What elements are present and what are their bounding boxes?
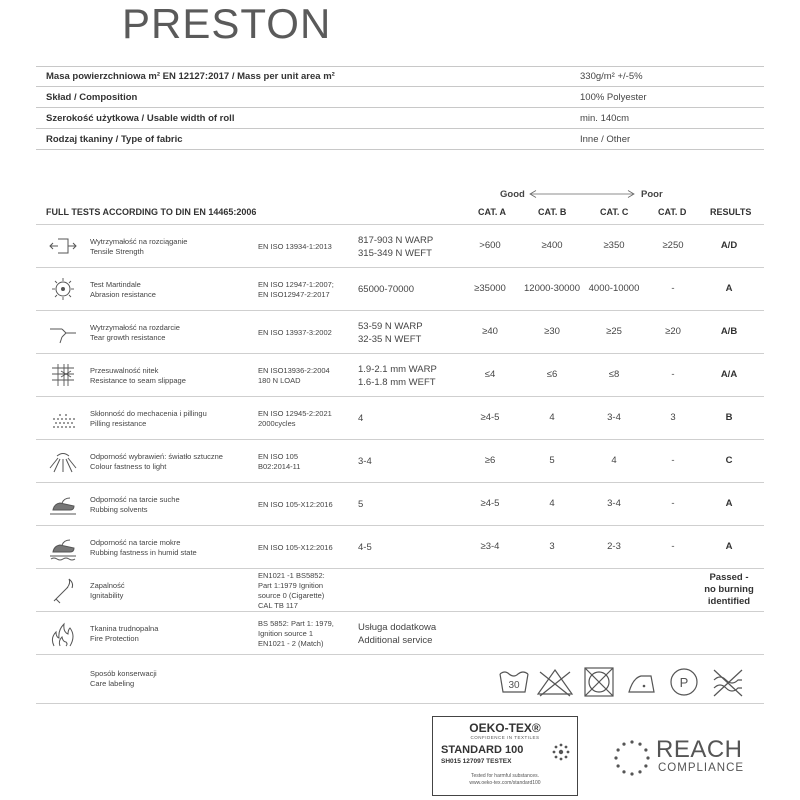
- test-cat-c: 3-4: [607, 412, 621, 423]
- test-result: no burning: [704, 584, 754, 595]
- test-cat-a: ≤4: [484, 369, 496, 380]
- test-result: C: [725, 455, 733, 466]
- test-value: 1.6-1.8 mm WEFT: [358, 377, 436, 388]
- test-name-en: Fire Protection: [90, 634, 139, 643]
- test-cat-a: ≥4-5: [480, 498, 500, 509]
- test-standard: BS 5852: Part 1: 1979,: [258, 619, 334, 628]
- test-cat-d: -: [671, 498, 675, 509]
- seam-slippage-icon: [48, 362, 78, 390]
- test-name-en: Pilling resistance: [90, 419, 147, 428]
- test-standard: EN ISO 105-X12:2016: [258, 500, 333, 509]
- spec-label: Masa powierzchniowa m² EN 12127:2017 / Mass per unit area m²: [46, 71, 335, 82]
- test-value: 817-903 N WARP: [358, 235, 434, 246]
- pilling-icon: [48, 405, 78, 433]
- test-cat-c: 3-4: [607, 498, 621, 509]
- test-cat-b: 3: [549, 541, 555, 552]
- test-standard: EN ISO12947-2:2017: [258, 290, 330, 299]
- test-standard: EN ISO 12947-1:2007;: [258, 280, 334, 289]
- header-cat-a: CAT. A: [478, 207, 506, 217]
- tear-growth-icon: [48, 319, 78, 347]
- eu-stars-icon: [612, 738, 652, 778]
- test-standard: EN ISO 12945-2:2021: [258, 409, 332, 418]
- test-row-wet-rubbing: [36, 525, 764, 568]
- test-standard: EN ISO13936-2:2004: [258, 366, 330, 375]
- spec-label: Szerokość użytkowa / Usable width of roll: [46, 112, 235, 124]
- test-name-pl: Odporność na tarcie suche: [90, 495, 180, 504]
- test-value: Usługa dodatkowa: [358, 622, 437, 633]
- test-row-abrasion: [36, 267, 764, 310]
- wet-rubbing-icon: [48, 534, 78, 562]
- test-name-en: Colour fastness to light: [90, 462, 167, 471]
- test-standard: EN ISO 13934-1:2013: [258, 242, 332, 251]
- test-cat-d: ≥20: [665, 326, 681, 337]
- test-name-pl: Tkanina trudnopalna: [90, 624, 159, 633]
- test-row-light: [36, 439, 764, 482]
- oeko-brand: OEKO-TEX®: [433, 721, 577, 735]
- tensile-strength-icon: [48, 233, 78, 261]
- test-cat-d: -: [671, 283, 675, 294]
- header-cat-d: CAT. D: [658, 207, 687, 217]
- test-cat-d: -: [671, 369, 675, 380]
- test-cat-a: >600: [479, 240, 501, 251]
- test-value: Additional service: [358, 635, 433, 646]
- test-cat-d: ≥250: [662, 240, 684, 251]
- test-name-pl: Skłonność do mechacenia i pillingu: [90, 409, 207, 418]
- test-row-seam: [36, 353, 764, 396]
- test-name-pl: Wytrzymałość na rozdarcie: [90, 323, 180, 332]
- product-title: PRESTON: [122, 0, 332, 47]
- test-name-pl: Sposób konserwacji: [90, 669, 157, 678]
- test-value: 315-349 N WEFT: [358, 248, 432, 259]
- ignitability-icon: [48, 577, 78, 605]
- test-result: A: [725, 283, 733, 294]
- test-value: 4-5: [358, 542, 372, 553]
- spec-row: [36, 66, 764, 87]
- test-name-pl: Wytrzymałość na rozciąganie: [90, 237, 188, 246]
- scale-poor-label: Poor: [641, 189, 663, 200]
- test-name-en: Tensile Strength: [90, 247, 144, 256]
- test-cat-a: ≥40: [482, 326, 498, 337]
- tests-table: [36, 224, 764, 704]
- test-cat-b: ≤6: [546, 369, 558, 380]
- test-row-ignitability: [36, 568, 764, 611]
- no-bleach-icon: [538, 670, 572, 696]
- test-name-en: Rubbing solvents: [90, 505, 148, 514]
- test-cat-a: ≥35000: [474, 283, 506, 294]
- test-cat-d: 3: [670, 412, 676, 423]
- test-cat-c: ≥25: [606, 326, 622, 337]
- oeko-standard: STANDARD 100: [441, 744, 524, 756]
- test-cat-c: 2-3: [607, 541, 621, 552]
- test-name-en: Abrasion resistance: [90, 290, 156, 299]
- test-result: A/D: [720, 240, 738, 251]
- spec-label: Skład / Composition: [46, 91, 138, 103]
- spec-value: min. 140cm: [580, 112, 630, 124]
- iron-low-icon: [629, 676, 654, 692]
- test-cat-c: 4: [611, 455, 617, 466]
- test-row-tensile: [36, 224, 764, 267]
- dry-rubbing-icon: [48, 491, 78, 519]
- test-row-tear: [36, 310, 764, 353]
- test-value: 3-4: [358, 456, 372, 467]
- test-standard: EN1021 -1 BS5852:: [258, 571, 325, 580]
- test-name-en: Resistance to seam slippage: [90, 376, 186, 385]
- test-name-en: Ignitability: [90, 591, 124, 600]
- reach-title: REACH: [656, 736, 743, 763]
- test-name-en: Tear growth resistance: [90, 333, 166, 342]
- test-result: A: [725, 541, 733, 552]
- test-standard: Ignition source 1: [258, 629, 314, 638]
- tests-title: FULL TESTS ACCORDING TO DIN EN 14465:2006: [46, 207, 257, 217]
- test-standard: 2000cycles: [258, 419, 296, 428]
- scale-good-label: Good: [500, 189, 525, 200]
- test-value: 53-59 N WARP: [358, 321, 423, 332]
- no-tumble-dry-icon: [585, 668, 613, 696]
- spec-row: [36, 108, 764, 129]
- reach-subtitle: COMPLIANCE: [658, 762, 745, 774]
- test-value: 32-35 N WEFT: [358, 334, 422, 345]
- spec-row: [36, 129, 764, 150]
- oeko-note: Tested for harmful substances.: [470, 773, 540, 779]
- test-standard: EN ISO 105-X12:2016: [258, 543, 333, 552]
- test-cat-c: ≥350: [603, 240, 625, 251]
- test-row-fire-protection: [36, 611, 764, 654]
- spec-value: 330g/m² +/-5%: [580, 71, 643, 82]
- oeko-url: www.oeko-tex.com/standard100: [469, 780, 541, 786]
- test-cat-b: ≥30: [544, 326, 560, 337]
- test-standard: B02:2014-11: [258, 462, 301, 471]
- oeko-tagline: CONFIDENCE IN TEXTILES: [470, 735, 540, 740]
- test-value: 5: [358, 499, 364, 510]
- test-name-pl: Odporność wybrawień: światło sztuczne: [90, 452, 223, 461]
- spec-value: 100% Polyester: [580, 91, 647, 103]
- test-cat-b: ≥400: [541, 240, 563, 251]
- dry-clean-p-icon: [671, 669, 697, 695]
- test-result: identified: [707, 596, 751, 607]
- test-result: A/B: [720, 326, 738, 337]
- care-symbols: [496, 664, 756, 698]
- test-standard: EN1021 - 2 (Match): [258, 639, 324, 648]
- test-value: 4: [358, 413, 364, 424]
- test-result: A: [725, 498, 733, 509]
- reach-logo: [612, 736, 772, 780]
- test-standard: source 0 (Cigarette): [258, 591, 325, 600]
- header-cat-c: CAT. C: [600, 207, 629, 217]
- test-row-dry-rubbing: [36, 482, 764, 525]
- fire-protection-icon: [48, 620, 78, 648]
- test-value: 65000-70000: [358, 284, 414, 295]
- spec-row: [36, 87, 764, 108]
- spec-value: Inne / Other: [580, 133, 631, 145]
- header-results: RESULTS: [710, 207, 752, 217]
- svg-text:30: 30: [508, 680, 520, 691]
- oeko-code: SH015 127097 TESTEX: [441, 758, 512, 765]
- test-name-pl: Zapalność: [90, 581, 125, 590]
- test-row-pilling: [36, 396, 764, 439]
- test-standard: CAL TB 117: [258, 601, 298, 610]
- test-cat-c: ≤8: [608, 369, 620, 380]
- test-standard: Part 1:1979 Ignition: [258, 581, 324, 590]
- test-name-pl: Test Martindale: [90, 280, 141, 289]
- spec-table: [36, 66, 764, 150]
- light-fastness-icon: [48, 448, 78, 476]
- test-cat-b: 5: [549, 455, 555, 466]
- test-standard: EN ISO 13937-3:2002: [258, 328, 332, 337]
- test-name-pl: Odporność na tarcie mokre: [90, 538, 181, 547]
- test-cat-a: ≥6: [484, 455, 496, 466]
- test-result: Passed -: [709, 572, 749, 583]
- test-name-en: Rubbing fastness in humid state: [90, 548, 197, 557]
- abrasion-icon: [48, 276, 78, 304]
- test-cat-b: 12000-30000: [524, 283, 580, 294]
- test-cat-c: 4000-10000: [588, 283, 640, 294]
- spec-label: Rodzaj tkaniny / Type of fabric: [46, 133, 183, 145]
- scale-arrow-icon: [527, 189, 637, 199]
- test-cat-d: -: [671, 541, 675, 552]
- oeko-tex-badge: [432, 716, 578, 796]
- svg-text:P: P: [679, 675, 689, 690]
- no-wring-icon: [714, 670, 742, 696]
- test-name-pl: Przesuwalność nitek: [90, 366, 159, 375]
- test-cat-a: ≥3-4: [480, 541, 500, 552]
- test-standard: EN ISO 105: [258, 452, 299, 461]
- test-cat-b: 4: [549, 412, 555, 423]
- test-cat-b: 4: [549, 498, 555, 509]
- test-value: 1.9-2.1 mm WARP: [358, 364, 437, 375]
- test-cat-d: -: [671, 455, 675, 466]
- test-name-en: Care labeling: [90, 679, 135, 688]
- test-result: B: [725, 412, 733, 423]
- test-result: A/A: [720, 369, 738, 380]
- test-cat-a: ≥4-5: [480, 412, 500, 423]
- header-cat-b: CAT. B: [538, 207, 567, 217]
- test-standard: 180 N LOAD: [258, 376, 301, 385]
- oeko-flower-icon: [551, 742, 571, 762]
- wash-30-icon: [500, 672, 528, 692]
